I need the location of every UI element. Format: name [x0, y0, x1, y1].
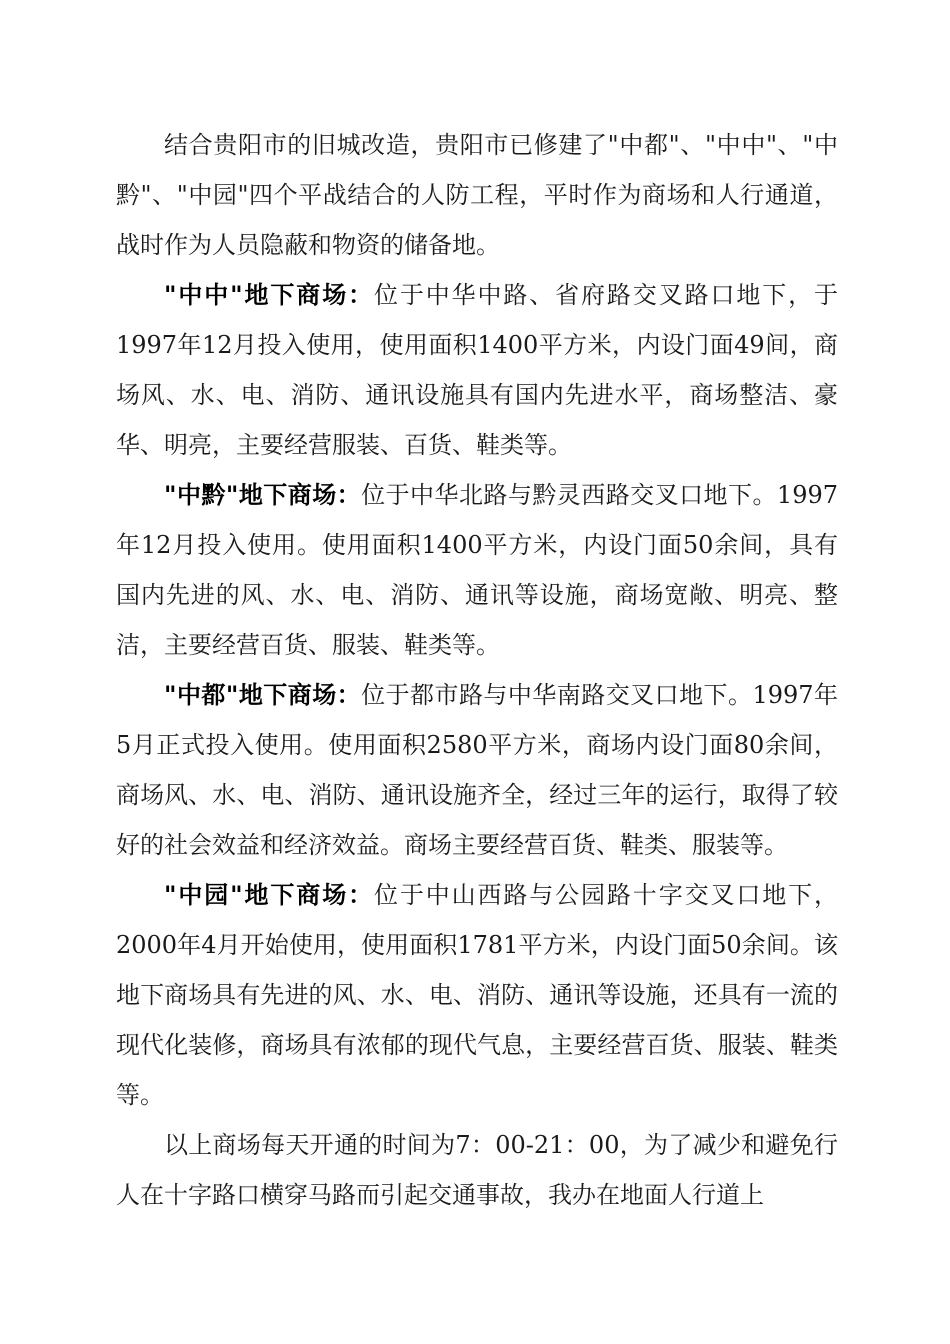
paragraph-text: 结合贵阳市的旧城改造，贵阳市已修建了"中都"、"中中"、"中黔"、"中园"四个平战结合的人防工程，平时作为商场和人行通道，战时作为人员隐蔽和物资的储备地。 — [116, 131, 838, 259]
zhongdu-mall-paragraph — [116, 670, 838, 870]
paragraph-lead: "中园"地下商场： — [164, 881, 374, 909]
paragraph-lead: "中都"地下商场： — [164, 681, 362, 709]
paragraph-text: 位于中山西路与公园路十字交叉口地下，2000年4月开始使用，使用面积1781平方米，内设门面50余间。该地下商场具有先进的风、水、电、消防、通讯等设施，还具有一流的现代化装修，商场具有浓郁的现代气息，主要经营百货、服装、鞋类等。 — [116, 881, 838, 1109]
zhongqian-mall-paragraph — [116, 470, 838, 670]
paragraph-text: 位于中华中路、省府路交叉路口地下，于1997年12月投入使用，使用面积1400平方米，内设门面49间，商场风、水、电、消防、通讯设施具有国内先进水平，商场整洁、豪华、明亮，主要经营服装、百货、鞋类等。 — [116, 281, 838, 459]
opening-hours-paragraph — [116, 1120, 838, 1220]
document-body — [116, 120, 838, 1220]
intro-paragraph — [116, 120, 838, 270]
zhongzhong-mall-paragraph — [116, 270, 838, 470]
zhongyuan-mall-paragraph — [116, 870, 838, 1120]
paragraph-text: 位于都市路与中华南路交叉口地下。1997年5月正式投入使用。使用面积2580平方米，商场内设门面80余间，商场风、水、电、消防、通讯设施齐全，经过三年的运行，取得了较好的社会效益和经济效益。商场主要经营百货、鞋类、服装等。 — [116, 681, 839, 859]
paragraph-lead: "中黔"地下商场： — [164, 481, 362, 509]
paragraph-lead: "中中"地下商场： — [164, 281, 374, 309]
paragraph-text: 位于中华北路与黔灵西路交叉口地下。1997年12月投入使用。使用面积1400平方米，内设门面50余间，具有国内先进的风、水、电、消防、通讯等设施，商场宽敞、明亮、整洁，主要经营百货、服装、鞋类等。 — [116, 481, 839, 659]
paragraph-text: 以上商场每天开通的时间为7：00-21：00，为了减少和避免行人在十字路口横穿马路而引起交通事故，我办在地面人行道上 — [116, 1131, 838, 1209]
